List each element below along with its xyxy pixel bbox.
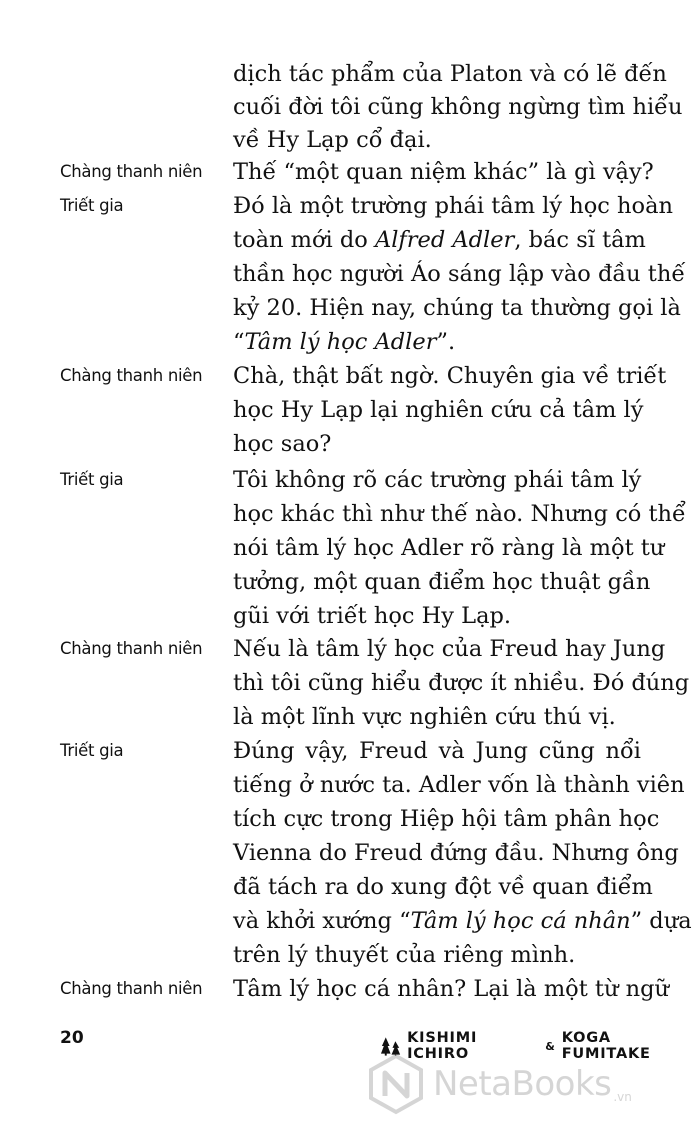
text-line: trên lý thuyết của riêng mình. [233, 942, 576, 968]
text-line: Vienna do Freud đứng đầu. Nhưng ông [233, 840, 679, 866]
text-line-italic-mix [233, 224, 646, 256]
netabooks-logo-icon [365, 1053, 427, 1115]
speaker-label-philosopher: Triết gia [60, 470, 124, 489]
author-name: KOGA FUMITAKE [561, 1030, 651, 1062]
text-line: thì tôi cũng hiểu được ít nhiều. Đó đúng [233, 670, 690, 696]
text-line: Thế “một quan niệm khác” là gì vậy? [233, 159, 654, 185]
text-line: tiếng ở nước ta. Adler vốn là thành viên [233, 772, 685, 798]
text-line: Tâm lý học cá nhân? Lại là một từ ngữ [233, 976, 669, 1002]
text-line-italic-mix [233, 326, 641, 358]
text-line: dịch tác phẩm của Platon và có lẽ đến [233, 61, 667, 87]
watermark-domain: .vn [613, 1090, 632, 1104]
text-segment: toàn mới do [233, 227, 375, 253]
term-italic: Tâm lý học cá nhân [410, 908, 631, 934]
text-line: đã tách ra do xung đột về quan điểm [233, 874, 653, 900]
text-segment: ” dựa [630, 908, 692, 934]
watermark [365, 1050, 695, 1118]
text-line: học khác thì như thế nào. Nhưng có thể [233, 501, 686, 527]
page-number: 20 [60, 1028, 84, 1048]
text-segment: và khởi xướng “ [233, 908, 411, 934]
quote-close: ”. [436, 329, 456, 355]
quote-open: “ [233, 329, 245, 355]
text-line: về Hy Lạp cổ đại. [233, 127, 432, 153]
speaker-label-youth: Chàng thanh niên [60, 639, 203, 658]
speaker-label-youth: Chàng thanh niên [60, 366, 203, 385]
author-name: KISHIMI ICHIRO [407, 1030, 478, 1062]
text-line: kỷ 20. Hiện nay, chúng ta thường gọi là [233, 295, 681, 321]
text-line: tưởng, một quan điểm học thuật gần [233, 569, 651, 595]
watermark-brand: NetaBooks [433, 1064, 612, 1104]
text-line: Đó là một trường phái tâm lý học hoàn [233, 193, 673, 219]
term-italic: Tâm lý học Adler [244, 329, 437, 355]
text-segment: , bác sĩ tâm [514, 227, 646, 253]
text-line: là một lĩnh vực nghiên cứu thú vị. [233, 704, 616, 730]
text-line: Nếu là tâm lý học của Freud hay Jung [233, 636, 666, 662]
text-line: Chà, thật bất ngờ. Chuyên gia về triết [233, 363, 667, 389]
text-line: gũi với triết học Hy Lạp. [233, 603, 512, 629]
speaker-label-philosopher: Triết gia [60, 741, 124, 760]
text-line: cuối đời tôi cũng không ngừng tìm hiểu [233, 94, 683, 120]
text-line: Đúng vậy, Freud và Jung cũng nổi [233, 738, 641, 764]
speaker-label-youth: Chàng thanh niên [60, 979, 203, 998]
author-separator: & [545, 1039, 556, 1053]
text-line: học sao? [233, 431, 332, 457]
name-italic: Alfred Adler [374, 227, 515, 253]
text-line: nói tâm lý học Adler rõ ràng là một tư [233, 535, 665, 561]
text-line: thần học người Áo sáng lập vào đầu thế [233, 261, 686, 287]
text-line: tích cực trong Hiệp hội tâm phân học [233, 806, 660, 832]
text-line: Tôi không rõ các trường phái tâm lý [233, 467, 642, 493]
text-line: học Hy Lạp lại nghiên cứu cả tâm lý [233, 397, 644, 423]
speaker-label-philosopher: Triết gia [60, 196, 124, 215]
text-line-italic-mix [233, 905, 692, 937]
speaker-label-youth: Chàng thanh niên [60, 162, 203, 181]
